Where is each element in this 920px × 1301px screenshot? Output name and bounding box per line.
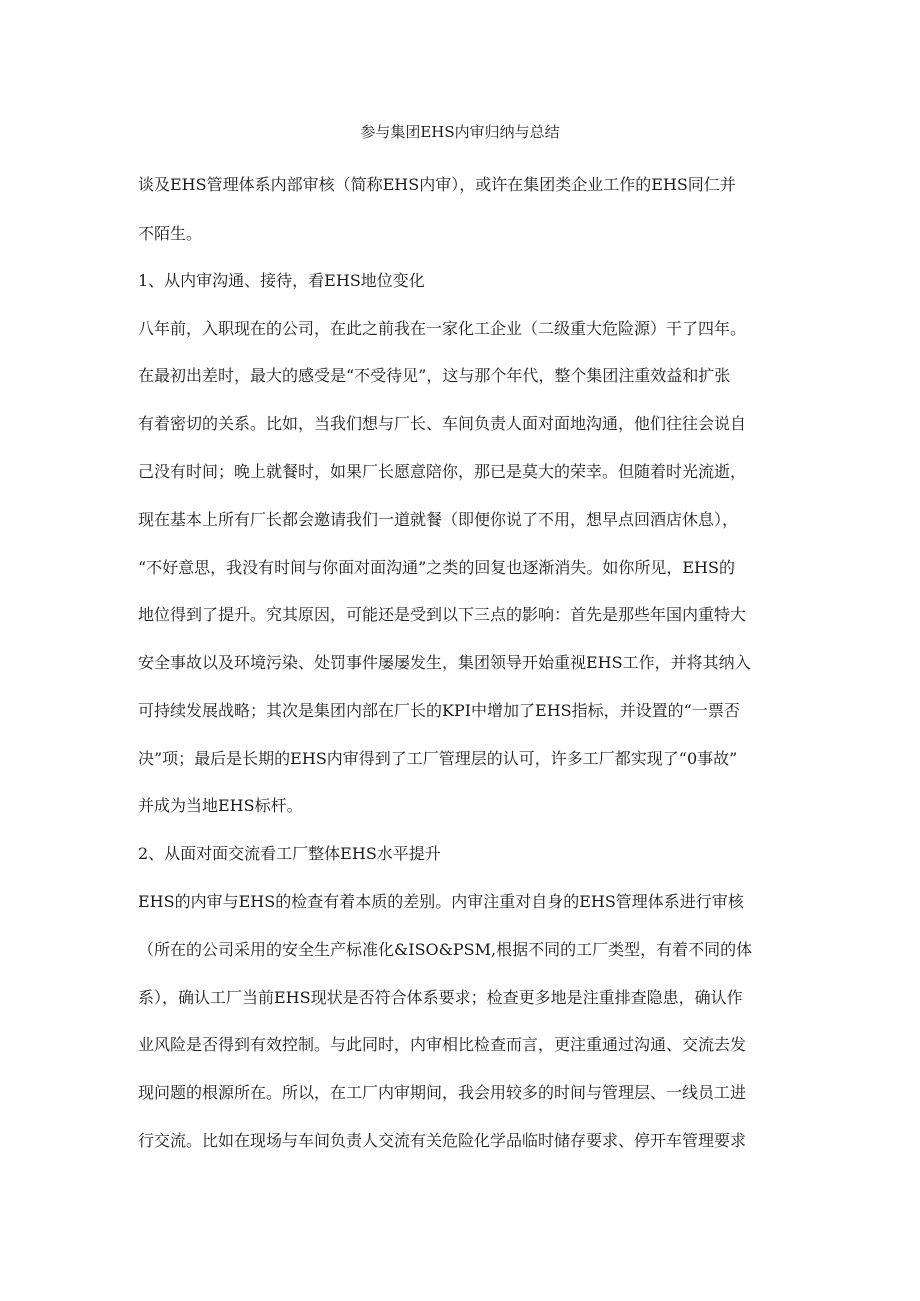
paragraph-line: 谈及EHS管理体系内部审核（简称EHS内审），或许在集团类企业工作的EHS同仁并 xyxy=(138,175,736,194)
paragraph-line: 安全事故以及环境污染、处罚事件屡屡发生，集团领导开始重视EHS工作，并将其纳入 xyxy=(138,653,751,672)
section-heading: 2、从面对面交流看工厂整体EHS水平提升 xyxy=(138,844,441,863)
paragraph-line: 在最初出差时，最大的感受是“不受待见”，这与那个年代，整个集团注重效益和扩张 xyxy=(138,366,731,385)
paragraph-line: 地位得到了提升。究其原因，可能还是受到以下三点的影响：首先是那些年国内重特大 xyxy=(138,605,747,624)
paragraph-line: 己没有时间；晚上就餐时，如果厂长愿意陪你，那已是莫大的荣幸。但随着时光流逝， xyxy=(138,462,747,481)
paragraph-line: 行交流。比如在现场与车间负责人交流有关危险化学品临时储存要求、停开车管理要求 xyxy=(138,1131,747,1150)
paragraph-line: EHS的内审与EHS的检查有着本质的差别。内审注重对自身的EHS管理体系进行审核 xyxy=(138,892,744,911)
paragraph-line: 业风险是否得到有效控制。与此同时，内审相比检查而言，更注重通过沟通、交流去发 xyxy=(138,1035,747,1054)
paragraph-line: 并成为当地EHS标杆。 xyxy=(138,796,303,815)
document-title: 参与集团EHS内审归纳与总结 xyxy=(360,123,560,141)
paragraph-line: 有着密切的关系。比如，当我们想与厂长、车间负责人面对面地沟通，他们往往会说自 xyxy=(138,414,747,433)
paragraph-line: “不好意思，我没有时间与你面对面沟通”之类的回复也逐渐消失。如你所见，EHS的 xyxy=(138,558,735,577)
paragraph-line: 系），确认工厂当前EHS现状是否符合体系要求；检查更多地是注重排查隐患，确认作 xyxy=(138,988,743,1007)
paragraph-line: 决”项；最后是长期的EHS内审得到了工厂管理层的认可，许多工厂都实现了“0事故” xyxy=(138,749,738,768)
paragraph-line: （所在的公司采用的安全生产标准化&ISO&PSM,根据不同的工厂类型，有着不同的体 xyxy=(138,940,753,959)
paragraph-line: 八年前，入职现在的公司，在此之前我在一家化工企业（二级重大危险源）干了四年。 xyxy=(138,319,747,338)
paragraph-line: 可持续发展战略；其次是集团内部在厂长的KPI中增加了EHS指标，并设置的“一票否 xyxy=(138,701,740,720)
section-heading: 1、从内审沟通、接待，看EHS地位变化 xyxy=(138,271,425,290)
paragraph-line: 现问题的根源所在。所以，在工厂内审期间，我会用较多的时间与管理层、一线员工进 xyxy=(138,1083,747,1102)
paragraph-line: 不陌生。 xyxy=(138,224,203,243)
paragraph-line: 现在基本上所有厂长都会邀请我们一道就餐（即便你说了不用，想早点回酒店休息）， xyxy=(138,510,739,529)
